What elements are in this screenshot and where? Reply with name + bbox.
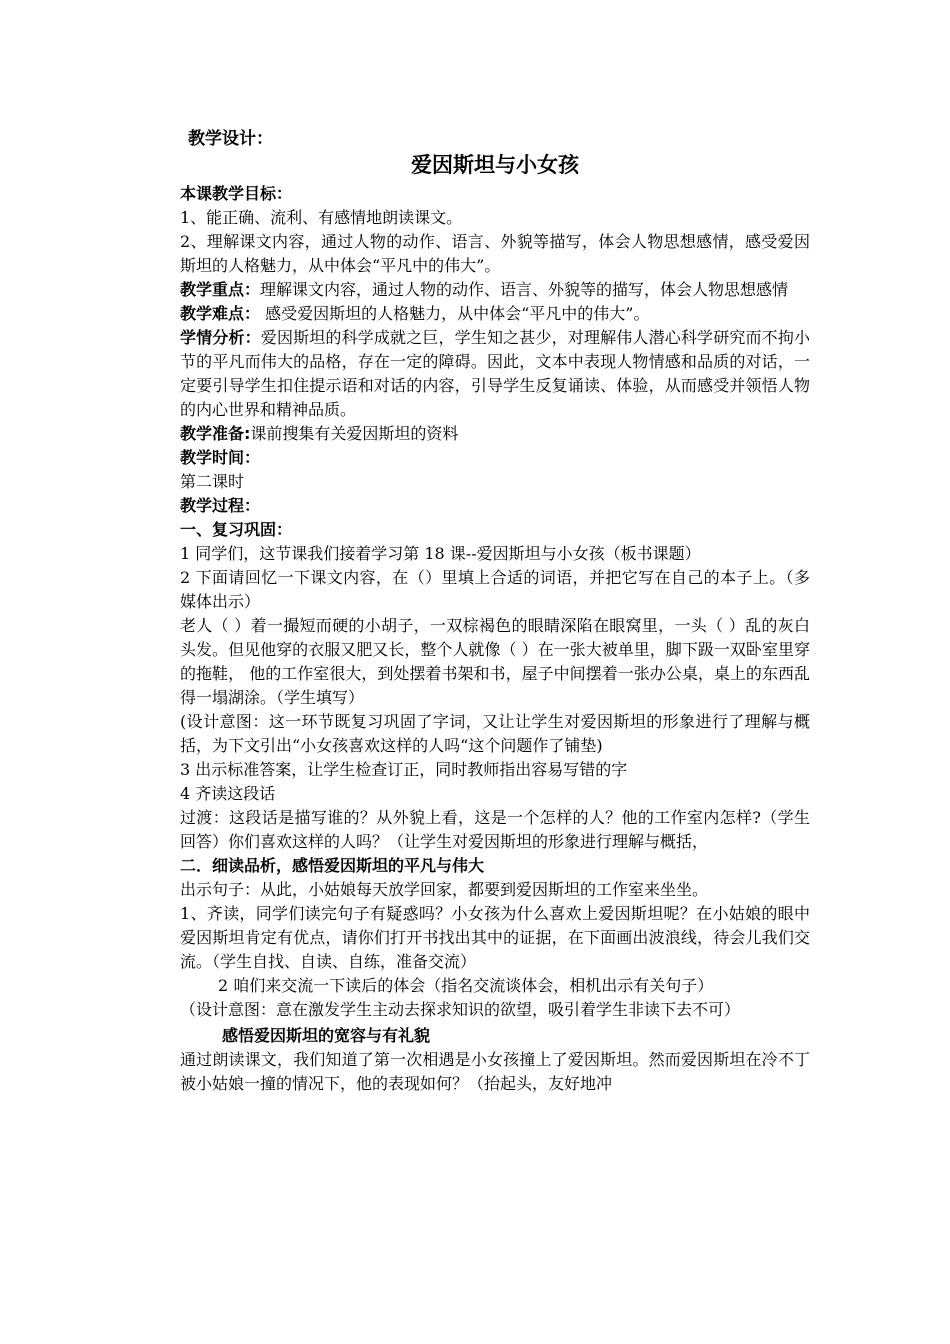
document-body <box>180 128 810 1096</box>
doc-heading: 教学设计： <box>188 129 273 149</box>
preparation-paragraph <box>180 422 810 446</box>
difficulty-paragraph <box>180 302 810 326</box>
time-value: 第二课时 <box>180 472 245 491</box>
key-point-paragraph <box>180 278 810 302</box>
objective-item: 2、理解课文内容，通过人物的动作、语言、外貌等描写，体会人物思想感情，感受爱因斯坦的人格魅力，从中体会“平凡中的伟大”。 <box>180 232 810 275</box>
section1-line: 老人（ ）着一撮短而硬的小胡子，一双棕褐色的眼睛深陷在眼窝里，一头（ ）乱的灰白头发。但见他穿的衣服又肥又长，整个人就像（ ）在一张大被单里，脚下趿一双卧室里穿的拖鞋， 他的工作室很大，到处摆着书架和书，屋子中间摆着一张办公桌，桌上的东西乱得一塌湖涂。（学生填写） <box>180 616 810 707</box>
section2-subheading: 感悟爱因斯坦的宽容与有礼貌 <box>222 1026 431 1045</box>
section1-title: 一、复习巩固： <box>180 520 293 539</box>
doc-title: 爱因斯坦与小女孩 <box>411 153 579 177</box>
section2-title: 二．细读品析，感悟爱因斯坦的平凡与伟大 <box>180 856 485 875</box>
preparation-text: 课前搜集有关爱因斯坦的资料 <box>250 424 459 443</box>
analysis-paragraph <box>180 326 810 422</box>
objective-item: 1、能正确、流利、有感情地朗读课文。 <box>180 208 463 227</box>
process-label: 教学过程： <box>180 496 261 515</box>
section2-final: 通过朗读课文，我们知道了第一次相遇是小女孩撞上了爱因斯坦。然而爱因斯坦在冷不丁被小姑娘一撞的情况下，他的表现如何？（抬起头，友好地冲 <box>180 1050 810 1093</box>
key-point-label: 教学重点： <box>180 280 261 299</box>
difficulty-label: 教学难点： <box>180 304 261 323</box>
section2-design-note: （设计意图：意在激发学生主动去探求知识的欲望，吸引着学生非读下去不可） <box>180 1000 741 1019</box>
section2-line: 出示句子：从此，小姑娘每天放学回家，都要到爱因斯坦的工作室来坐坐。 <box>180 880 709 899</box>
section1-line: 过渡：这段话是描写谁的？从外貌上看，这是一个怎样的人？他的工作室内怎样?（学生回答）你们喜欢这样的人吗？（让学生对爱因斯坦的形象进行理解与概括， <box>180 808 810 851</box>
section1-line: (设计意图：这一环节既复习巩固了字词，又让让学生对爱因斯坦的形象进行了理解与概括，为下文引出“小女孩喜欢这样的人吗“这个问题作了铺垫) <box>180 712 810 755</box>
section1-line: 3 出示标准答案，让学生检查订正，同时教师指出容易写错的字 <box>180 760 628 779</box>
section2-indented-line: 2 咱们来交流一下读后的体会（指名交流谈体会，相机出示有关句子） <box>218 976 714 995</box>
section1-line: 1 同学们，这节课我们接着学习第 18 课--爱因斯坦与小女孩（板书课题） <box>180 544 701 563</box>
objectives-label: 本课教学目标： <box>180 184 293 203</box>
section1-line: 2 下面请回忆一下课文内容，在（）里填上合适的词语，并把它写在自己的本子上。（多媒体出示） <box>180 568 810 611</box>
difficulty-text: 感受爱因斯坦的人格魅力，从中体会“平凡中的伟大”。 <box>260 304 650 323</box>
analysis-text: 爱因斯坦的科学成就之巨，学生知之甚少，对理解伟人潜心科学研究而不拘小节的平凡而伟大的品格，存在一定的障碍。因此，文本中表现人物情感和品质的对话，一定要引导学生扣住提示语和对话的内容，引导学生反复诵读、体验，从而感受并领悟人物的内心世界和精神品质。 <box>180 328 810 419</box>
section1-line: 4 齐读这段话 <box>180 784 276 803</box>
section2-line: 1、齐读，同学们读完句子有疑惑吗？小女孩为什么喜欢上爱因斯坦呢？在小姑娘的眼中爱因斯坦肯定有优点，请你们打开书找出其中的证据，在下面画出波浪线，待会儿我们交流。（学生自找、自读、自练，准备交流） <box>180 904 810 971</box>
preparation-label: 教学准备: <box>180 424 251 443</box>
time-label: 教学时间： <box>180 448 261 467</box>
analysis-label: 学情分析： <box>180 328 261 347</box>
key-point-text: 理解课文内容，通过人物的动作、语言、外貌等的描写，体会人物思想感情 <box>260 280 789 299</box>
